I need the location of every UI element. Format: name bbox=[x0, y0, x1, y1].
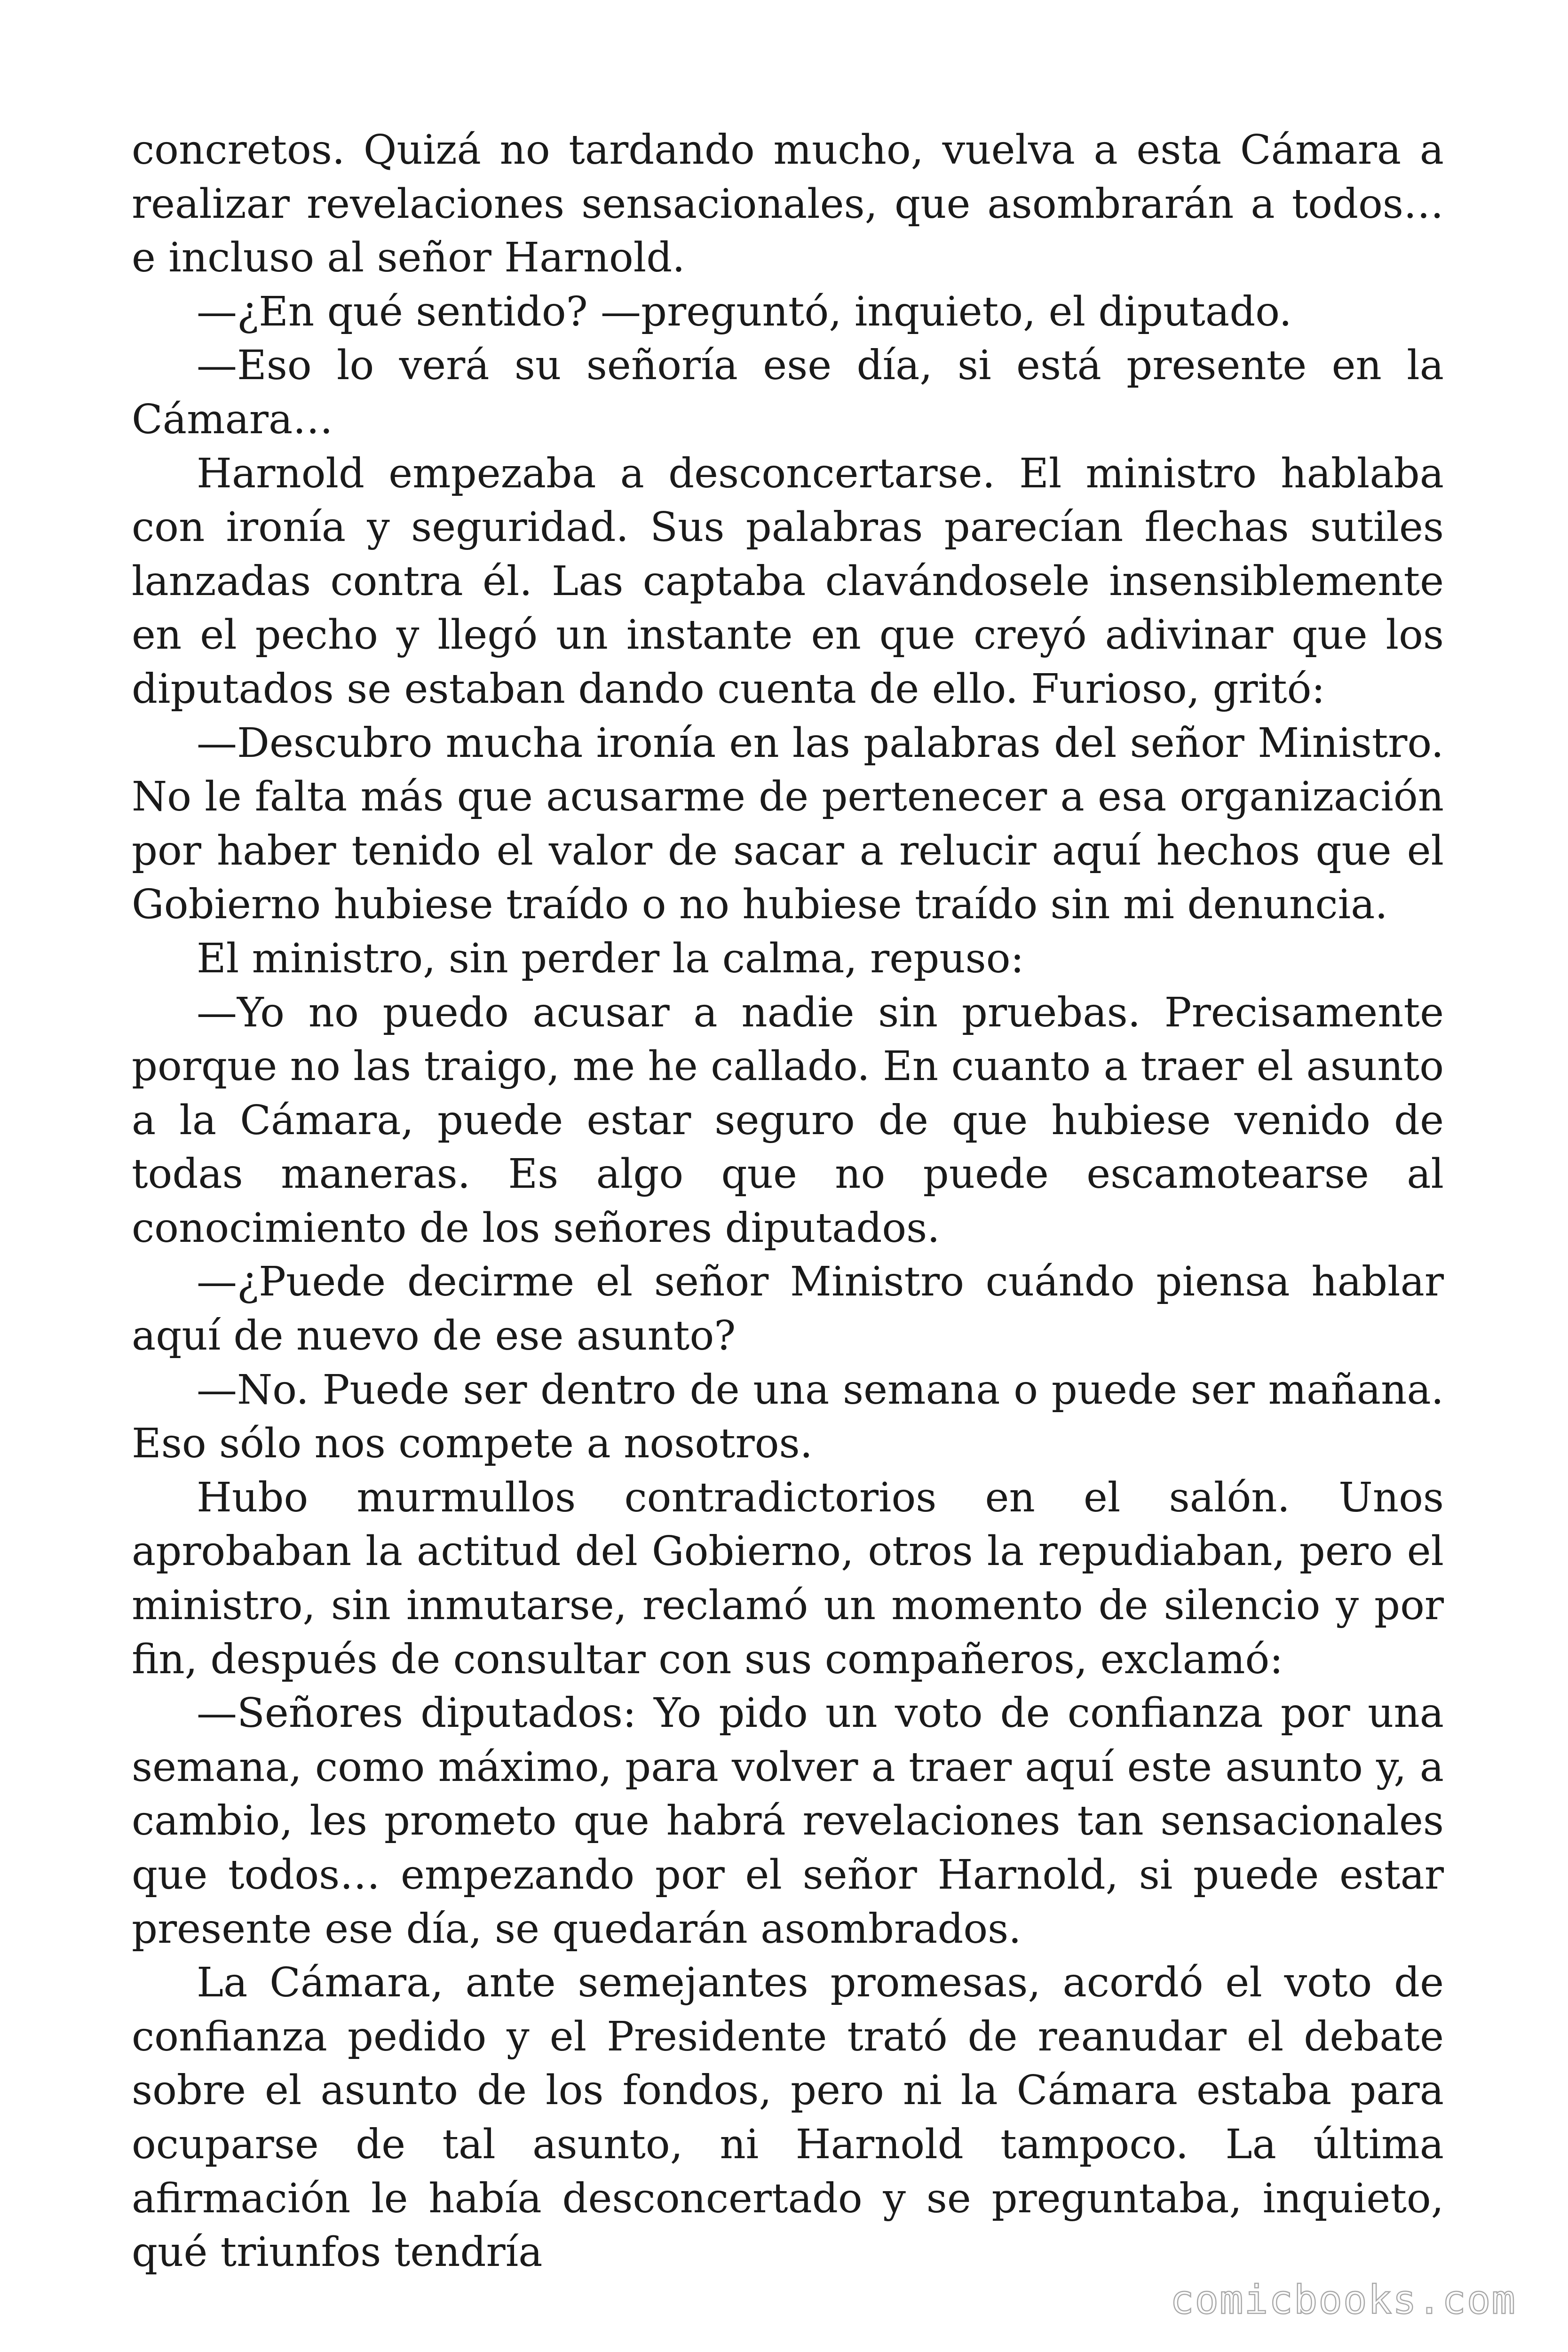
paragraph: concretos. Quizá no tardando mucho, vuelva a esta Cámara a realizar revelaciones sensacionales, que asombrarán a todos… e incluso al señor Harnold. bbox=[132, 127, 1444, 282]
paragraph: El ministro, sin perder la calma, repuso: bbox=[197, 935, 1024, 982]
paragraph: Harnold empezaba a desconcertarse. El ministro hablaba con ironía y seguridad. Sus palabras parecían flechas sutiles lanzadas contra él. Las captaba clavándosele insensiblemente en el pecho y llegó un instante en que creyó adivinar que los diputados se estaban dando cuenta de ello. Furioso, gritó: bbox=[132, 450, 1444, 713]
paragraph: —No. Puede ser dentro de una semana o puede ser mañana. Eso sólo nos compete a nosotros. bbox=[132, 1366, 1444, 1468]
paragraph: —Eso lo verá su señoría ese día, si está presente en la Cámara… bbox=[132, 342, 1444, 443]
paragraph: —Yo no puedo acusar a nadie sin pruebas. Precisamente porque no las traigo, me he callado. En cuanto a traer el asunto a la Cámara, puede estar seguro de que hubiese venido de todas maneras. Es algo que no puede escamotearse al conocimiento de los señores diputados. bbox=[132, 989, 1444, 1252]
paragraph: Hubo murmullos contradictorios en el salón. Unos aprobaban la actitud del Gobierno, otros la repudiaban, pero el ministro, sin inmutarse, reclamó un momento de silencio y por fin, después de consultar con sus compañeros, exclamó: bbox=[132, 1474, 1444, 1683]
paragraph: —¿En qué sentido? —preguntó, inquieto, el diputado. bbox=[197, 288, 1292, 335]
body-text bbox=[132, 123, 1444, 2280]
paragraph: —Señores diputados: Yo pido un voto de confianza por una semana, como máximo, para volver a traer aquí este asunto y, a cambio, les prometo que habrá revelaciones tan sensacionales que todos… empezando por el señor Harnold, si puede estar presente ese día, se quedarán asombrados. bbox=[132, 1690, 1444, 1953]
paragraph: —Descubro mucha ironía en las palabras del señor Ministro. No le falta más que acusarme de pertenecer a esa organización por haber tenido el valor de sacar a relucir aquí hechos que el Gobierno hubiese traído o no hubiese traído sin mi denuncia. bbox=[132, 719, 1444, 929]
paragraph: La Cámara, ante semejantes promesas, acordó el voto de confianza pedido y el Presidente trató de reanudar el debate sobre el asunto de los fondos, pero ni la Cámara estaba para ocuparse de tal asunto, ni Harnold tampoco. La última afirmación le había desconcertado y se preguntaba, inquieto, qué triunfos tendría bbox=[132, 1959, 1444, 2276]
watermark: comicbooks.com bbox=[1170, 2277, 1516, 2323]
paragraph: —¿Puede decirme el señor Ministro cuándo piensa hablar aquí de nuevo de ese asunto? bbox=[132, 1258, 1444, 1360]
